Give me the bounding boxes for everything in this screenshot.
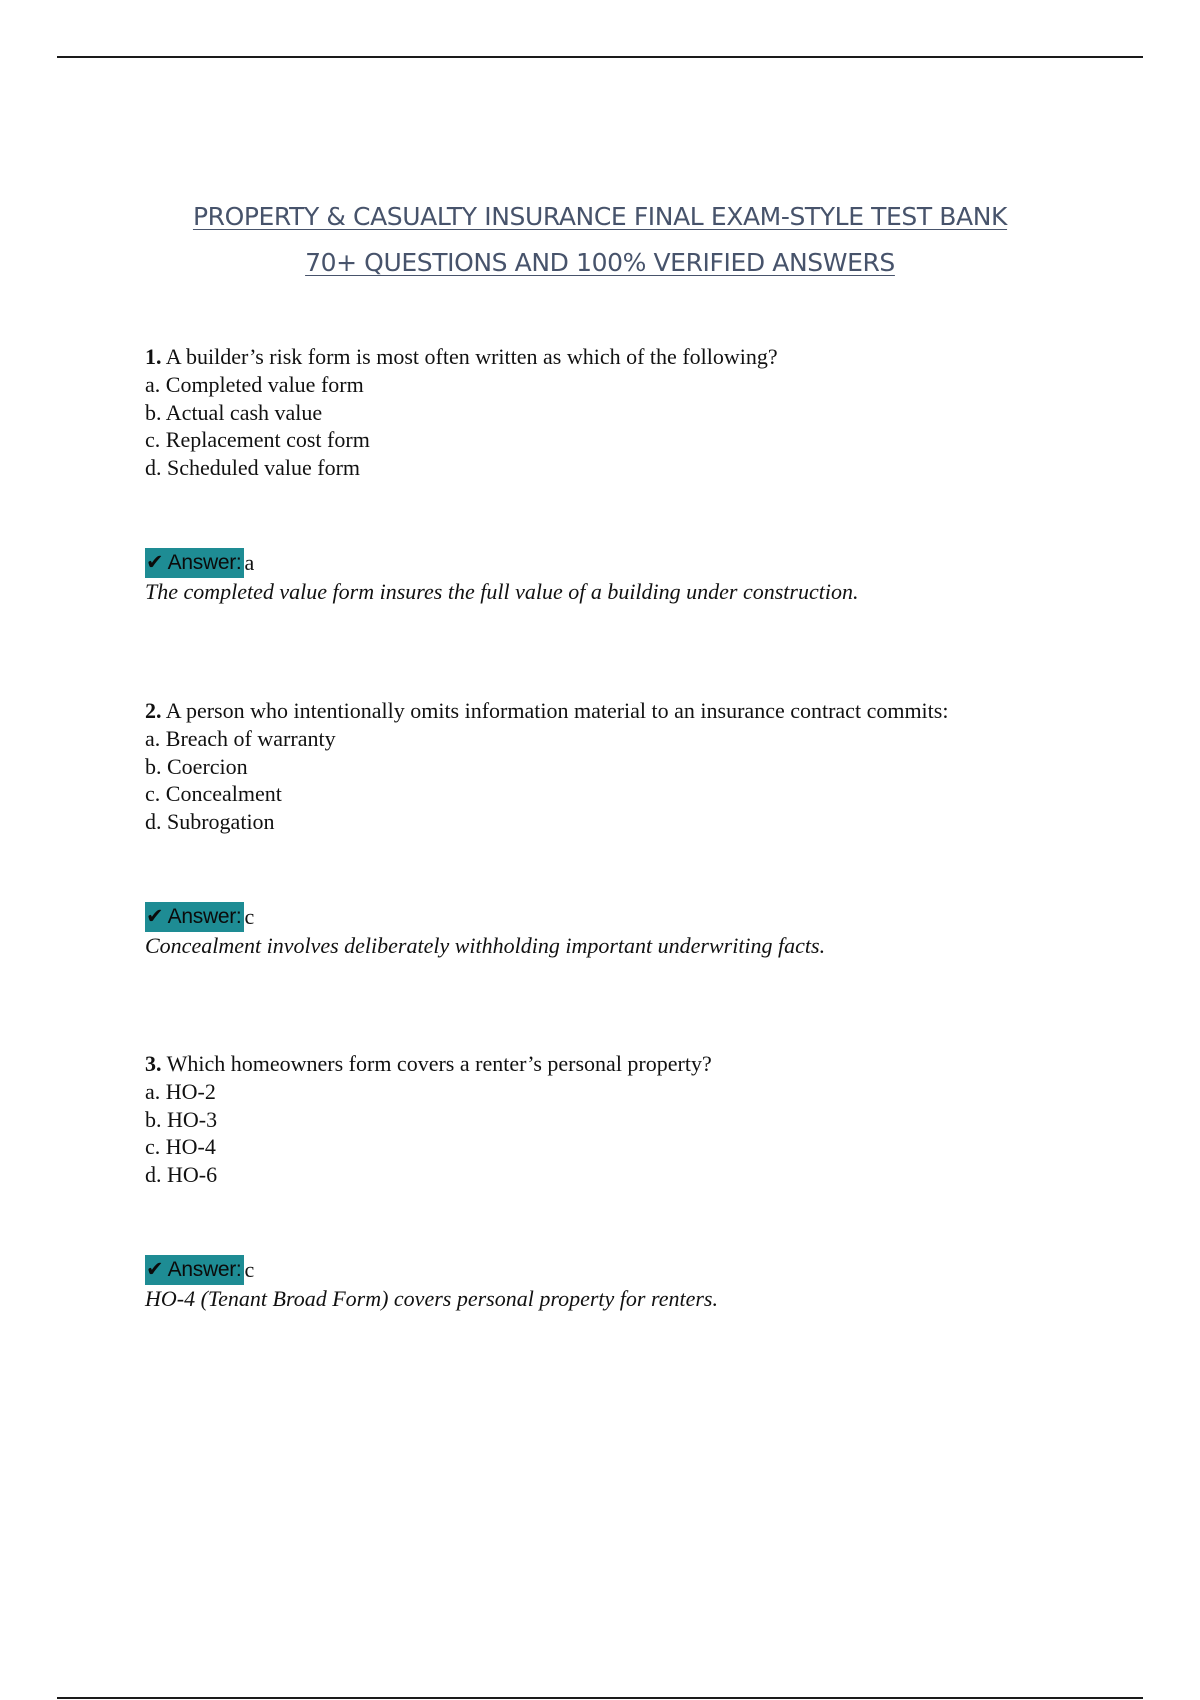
title-line-1: PROPERTY & CASUALTY INSURANCE FINAL EXAM-STYLE TEST BANK: [192, 202, 1008, 231]
question-number: 3.: [145, 1051, 162, 1076]
answer-badge: ✔ Answer:: [145, 1255, 244, 1285]
option-c: c. Concealment: [145, 781, 282, 806]
answer-letter: c: [244, 904, 255, 929]
option-b: b. HO-3: [145, 1106, 218, 1132]
option-b: b. Coercion: [145, 753, 248, 779]
answer-badge: ✔ Answer:: [145, 902, 244, 932]
document-title: [0, 194, 1200, 286]
question-text: A person who intentionally omits information material to an insurance contract commits:: [165, 698, 949, 723]
question-2: [145, 697, 1075, 958]
option-a: a. Completed value form: [145, 372, 364, 397]
answer-line: [145, 548, 254, 578]
question-stem: [145, 343, 1075, 371]
option-c: c. Replacement cost form: [145, 427, 370, 452]
question-stem: [145, 1050, 1075, 1078]
answer-explanation: HO-4 (Tenant Broad Form) covers personal property for renters.: [145, 1286, 718, 1311]
option-a: a. Breach of warranty: [145, 726, 336, 751]
question-3: [145, 1050, 1075, 1311]
answer-line: [145, 1255, 254, 1285]
question-1: [145, 343, 1075, 604]
top-rule: [57, 56, 1143, 58]
answer-explanation: The completed value form insures the full value of a building under construction.: [145, 579, 859, 604]
option-c: c. HO-4: [145, 1134, 216, 1159]
option-a: a. HO-2: [145, 1079, 216, 1104]
answer-letter: c: [244, 1257, 255, 1282]
option-d: d. Subrogation: [145, 808, 275, 834]
option-d: d. Scheduled value form: [145, 454, 361, 480]
question-text: Which homeowners form covers a renter’s personal property?: [166, 1051, 712, 1076]
question-number: 1.: [145, 344, 162, 369]
question-stem: [145, 697, 1075, 725]
question-number: 2.: [145, 698, 162, 723]
question-text: A builder’s risk form is most often written as which of the following?: [165, 344, 778, 369]
title-line-2: 70+ QUESTIONS AND 100% VERIFIED ANSWERS: [305, 248, 895, 277]
answer-line: [145, 902, 254, 932]
answer-letter: a: [244, 550, 255, 575]
option-d: d. HO-6: [145, 1161, 218, 1187]
option-b: b. Actual cash value: [145, 399, 323, 425]
answer-explanation: Concealment involves deliberately withholding important underwriting facts.: [145, 933, 826, 958]
answer-badge: ✔ Answer:: [145, 548, 244, 578]
bottom-rule: [57, 1697, 1143, 1699]
